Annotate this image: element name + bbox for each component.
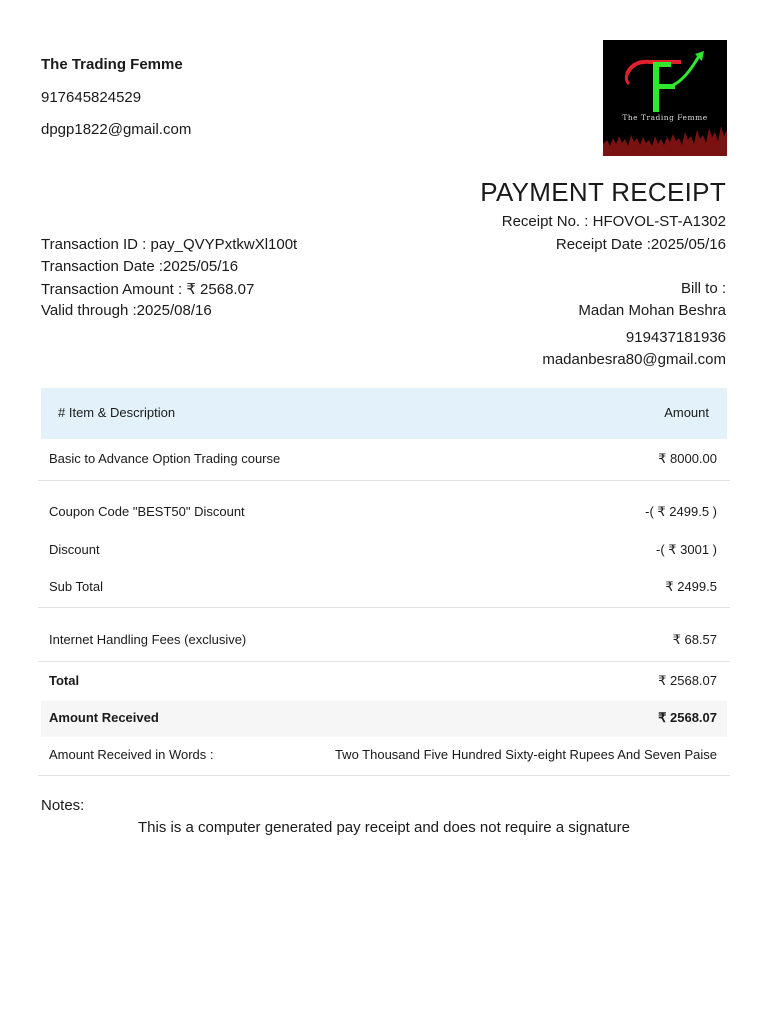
amount-words-label: Amount Received in Words : <box>49 747 214 762</box>
total-amount: ₹ 2568.07 <box>658 673 717 688</box>
amount-received-value: ₹ 2568.07 <box>658 710 717 725</box>
bill-to-phone: 919437181936 <box>625 329 726 346</box>
transaction-date: Transaction Date :2025/05/16 <box>41 258 239 275</box>
discount-amount: -( ₹ 3001 ) <box>655 542 717 557</box>
discount-label: Discount <box>49 542 100 557</box>
transaction-amount: Transaction Amount : ₹ 2568.07 <box>41 281 255 298</box>
divider <box>38 607 730 608</box>
item-description: Basic to Advance Option Trading course <box>49 451 281 466</box>
divider <box>38 775 730 776</box>
receipt-title: PAYMENT RECEIPT <box>480 177 726 207</box>
fees-amount: ₹ 68.57 <box>672 632 717 647</box>
coupon-amount: -( ₹ 2499.5 ) <box>645 504 717 519</box>
coupon-label: Coupon Code "BEST50" Discount <box>49 504 245 519</box>
receipt-date: Receipt Date :2025/05/16 <box>555 236 726 253</box>
notes-text: This is a computer generated pay receipt and does not require a signature <box>138 819 630 836</box>
subtotal-amount: ₹ 2499.5 <box>665 579 717 594</box>
divider <box>38 661 730 662</box>
amount-words-value: Two Thousand Five Hundred Sixty-eight Rupees And Seven Paise <box>334 747 717 762</box>
company-name: The Trading Femme <box>41 56 183 73</box>
fees-label: Internet Handling Fees (exclusive) <box>49 632 247 647</box>
subtotal-label: Sub Total <box>49 579 103 594</box>
bill-to-name: Madan Mohan Beshra <box>578 302 726 319</box>
logo-graphic <box>603 40 727 156</box>
amount-received-label: Amount Received <box>49 710 159 725</box>
logo-text: The Trading Femme <box>622 113 708 122</box>
valid-through: Valid through :2025/08/16 <box>41 302 212 319</box>
receipt-number: Receipt No. : HFOVOL-ST-A1302 <box>501 213 726 230</box>
notes-label: Notes: <box>41 797 85 814</box>
total-label: Total <box>49 673 80 688</box>
header-amount: Amount <box>664 405 709 420</box>
company-logo <box>603 40 727 156</box>
divider <box>38 480 730 481</box>
company-email: dpgp1822@gmail.com <box>41 121 192 138</box>
transaction-id: Transaction ID : pay_QVYPxtkwXl100t <box>41 236 298 253</box>
item-amount: ₹ 8000.00 <box>658 451 717 466</box>
bill-to-label: Bill to : <box>680 280 726 297</box>
header-item-description: # Item & Description <box>58 405 176 420</box>
company-phone: 917645824529 <box>41 89 142 106</box>
bill-to-email: madanbesra80@gmail.com <box>542 351 726 368</box>
